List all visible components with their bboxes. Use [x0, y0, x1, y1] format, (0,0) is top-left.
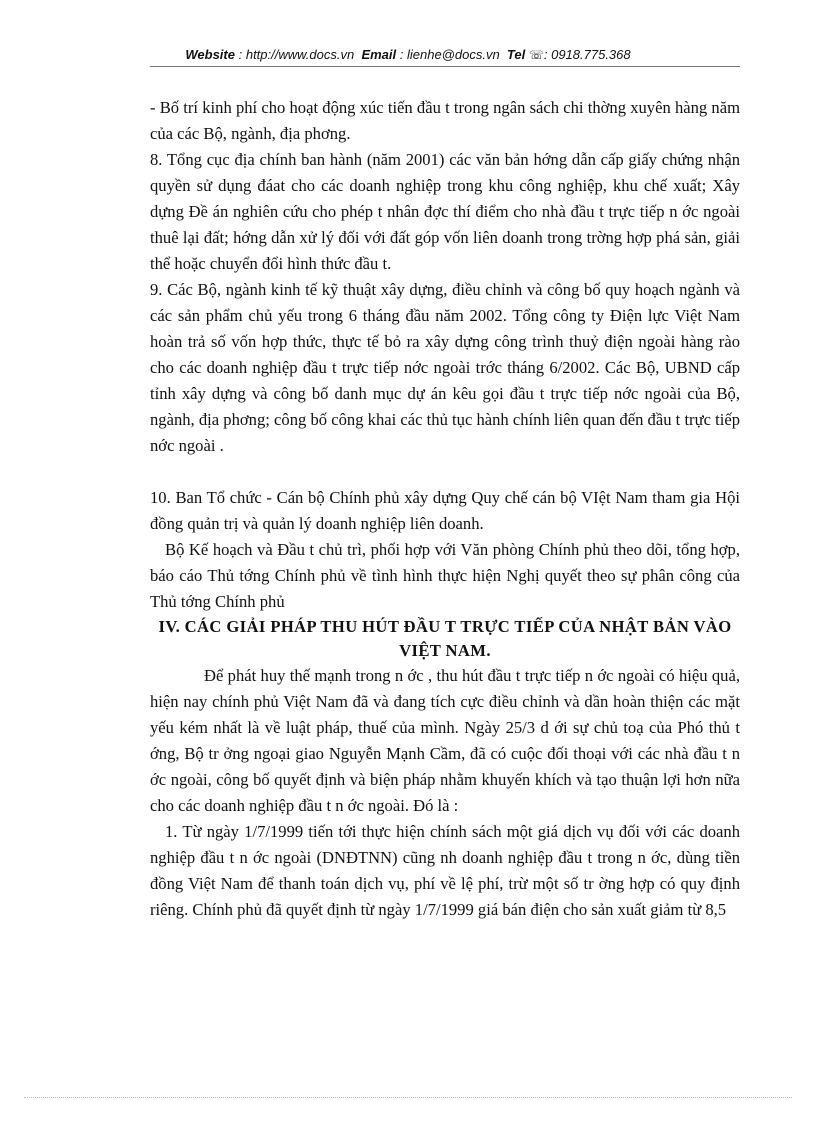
section-heading-iv: IV. CÁC GIẢI PHÁP THU HÚT ĐẦU T TRỰC TIẾP CỦA NHẬT BẢN VÀO VIỆT NAM. [158, 617, 732, 660]
paragraph-measure-1: 1. Từ ngày 1/7/1999 tiến tới thực hiện chính sách một giá dịch vụ đối với các doanh nghiệp đầu t n ớc ngoài (DNĐTNN) cũng nh doanh nghiệp đầu t trong n ớc, dùng tiền đồng Việt Nam để thanh toán dịch vụ, phí về lệ phí, trừ một số tr ờng hợp có quy định riêng. Chính phủ đã quyết định từ ngày 1/7/1999 giá bán điện cho sản xuất giảm từ 8,5 [150, 822, 740, 919]
page-header [0, 47, 816, 62]
paragraph-item-9: 9. Các Bộ, ngành kinh tế kỹ thuật xây dựng, điều chỉnh và công bố quy hoạch ngành và các sản phẩm chủ yếu trong 6 tháng đầu năm 2002. Tổng công ty Điện lực Việt Nam hoàn trả số vốn hợp thức, thực tế bỏ ra xây dựng công trình thuỷ điện ngoài hàng rào cho các doanh nghiệp đầu t trực tiếp nớc ngoài trớc tháng 6/2002. Các Bộ, UBND cấp tỉnh xây dựng và công bố danh mục dự án kêu gọi đầu t trực tiếp nớc ngoài của Bộ, ngành, địa phơng; công bố công khai các thủ tục hành chính liên quan đến đầu t trực tiếp nớc ngoài . [150, 280, 740, 455]
paragraph-gap [150, 459, 740, 485]
email-value: : lienhe@docs.vn [399, 47, 500, 62]
website-label: Website [185, 47, 235, 62]
paragraph-item-10: 10. Ban Tổ chức - Cán bộ Chính phủ xây dựng Quy chế cán bộ VIệt Nam tham gia Hội đồng quản trị và quản lý doanh nghiệp liên doanh. [150, 488, 740, 533]
phone-icon: ☏ [528, 48, 544, 62]
tel-label: Tel [506, 47, 526, 62]
tel-value: : 0918.775.368 [543, 47, 631, 62]
footer-divider [24, 1097, 792, 1098]
paragraph-item-8: 8. Tổng cục địa chính ban hành (năm 2001) các văn bản hớng dẫn cấp giấy chứng nhận quyền sử dụng đáat cho các doanh nghiệp trong khu công nghiệp, khu chế xuất; Xây dựng Đề án nghiên cứu cho phép t nhân đợc thí điểm cho nhà đầu t trực tiếp n ớc ngoài thuê lại đất; hớng dẫn xử lý đối với đất góp vốn liên doanh trong trờng hợp phá sản, giải thể hoặc chuyển đổi hình thức đầu t. [150, 150, 740, 273]
header-divider [150, 66, 740, 67]
paragraph-funding: - Bố trí kinh phí cho hoạt động xúc tiến đầu t trong ngân sách chi thờng xuyên hàng năm của các Bộ, ngành, địa phơng. [150, 98, 740, 143]
paragraph-ministry: Bộ Kế hoạch và Đầu t chủ trì, phối hợp với Văn phòng Chính phủ theo dõi, tổng hợp, báo cáo Thủ tớng Chính phủ về tình hình thực hiện Nghị quyết theo sự phân công của Thủ tớng Chính phủ [150, 540, 740, 611]
website-value: : http://www.docs.vn [238, 47, 355, 62]
paragraph-intro: Để phát huy thế mạnh trong n ớc , thu hút đầu t trực tiếp n ớc ngoài có hiệu quả, hiện nay chính phủ Việt Nam đã và đang tích cực điều chỉnh và dần hoàn thiện các mặt yếu kém nhất là về luật pháp, thuế của mình. Ngày 25/3 d ới sự chủ toạ của Phó thủ t ớng, Bộ tr ởng ngoại giao Nguyễn Mạnh Cầm, đã có cuộc đối thoại với các nhà đầu t n ớc ngoài, công bố quyết định và biện pháp nhằm khuyến khích và tạo thuận lợi hơn nữa cho các doanh nghiệp đầu t n ớc ngoài. Đó là : [150, 666, 740, 815]
email-label: Email [361, 47, 397, 62]
document-body [150, 95, 740, 923]
